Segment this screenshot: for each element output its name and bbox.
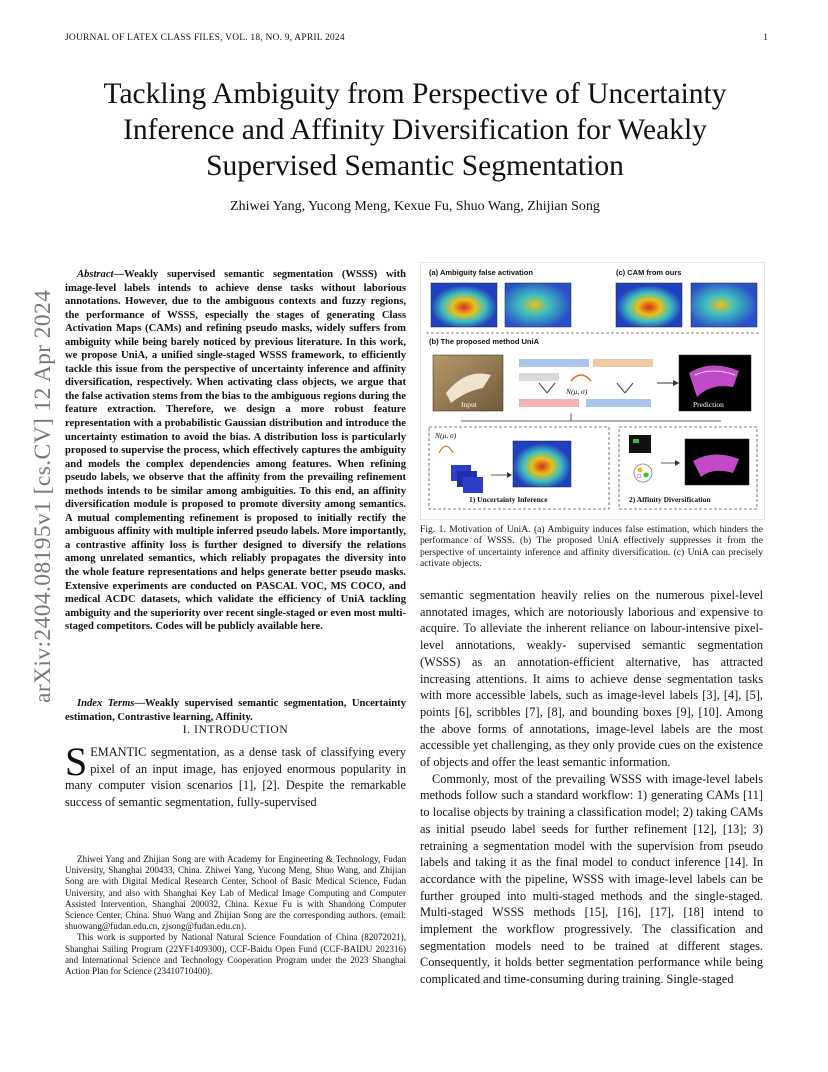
index-terms-text: —Weakly supervised semantic segmentation, Uncertainty estimation, Contrastive learning, Affinity. <box>65 698 406 723</box>
author-list: Zhiwei Yang, Yucong Meng, Kexue Fu, Shuo Wang, Zhijian Song <box>230 199 600 214</box>
heatmap-a2 <box>505 283 571 327</box>
input-label: Input <box>461 400 477 409</box>
abstract-lead: Abstract <box>77 269 114 280</box>
section-heading: I. INTRODUCTION <box>182 724 289 736</box>
gaussian-label-small: N(μ, σ) <box>435 431 457 440</box>
footnote-affiliations: Zhiwei Yang and Zhijian Song are with Academy for Engineering & Technology, Fudan University, Shanghai 200433, China. Zhiwei Yang, Yucong Meng, Shuo Wang, and Zhijian Song are with Digital Medical Research Center, School of Basic Medical Science, Fudan University, and also with Shanghai Key Lab of Medical Image Computing and Computer Assisted Intervention, Shanghai 200032, China. Kexue Fu is with Shandong Computer Science Center, China. Shuo Wang and Zhijian Song are the corresponding authors. (email: shuowang@fudan.edu.cn, zjsong@fudan.edu.cn). <box>65 854 406 932</box>
paragraph: semantic segmentation heavily relies on the numerous pixel-level annotated images, which are notoriously laborious and expensive to acquire. To alleviate the inherent reliance on labour-intensive pixel-level annotations, weakly- supervised semantic segmentation (WSSS) as an annotation-efficient alternative, has attracted increasing attentions. It aims to achieve dense segmentation tasks with more accessible labels, such as image-level labels [3], [4], [5], points [6], scribbles [7], [8], and bounding boxes [9], [10]. Among the above forms of annotations, image-level labels are the most accessible yet challenging, as they only provide cues on the existence of objects and offer the least semantic information. <box>420 588 763 770</box>
figure-label-a: (a) Ambiguity false activation <box>429 268 533 277</box>
abstract-text: —Weakly supervised semantic segmentation (WSSS) with image-level labels intends to achieve dense tasks without laborious annotations. However, due to the ambiguous contexts and fuzzy regions, the performance of WSSS, especially the stages of generating Class Activation Maps (CAMs) and refining pseudo masks, widely suffers from ambiguity while being barely noticed by previous literature. In this work, we propose UniA, a unified single-staged WSSS framework, to efficiently tackle this issue from the perspective of uncertainty inference and affinity diversification, respectively. When activating class objects, we argue that the false activation stems from the bias to the ambiguous regions during the feature extraction. Therefore, we design a more robust feature representation with a probabilistic Gaussian distribution and introduce the uncertainty estimation to avoid the bias. A distribution loss is particularly proposed to supervise the process, which effectively captures the ambiguity and models the complex dependencies among features. When refining pseudo labels, we observe that the affinity from the prevailing refinement methods intends to be similar among ambiguities. To this end, an affinity diversification module is proposed to promote diversity among semantics. A mutual complementing refinement is proposed to initially rectify the ambiguous affinity with multiple inferred pseudo labels. More importantly, a contrastive affinity loss is further designed to diversify the relations among unrelated semantics, which reliably propagates the diversity into the whole feature representations and helps generate better pseudo masks. Extensive experiments are conducted on PASCAL VOC, MS COCO, and medical ACDC datasets, which validate the efficiency of UniA tackling ambiguity and the superiority over recent single-staged or even most multi-staged competitors. Codes will be publicly available here. <box>65 269 406 633</box>
paragraph: Commonly, most of the prevailing WSSS with image-level labels methods follow such a standard workflow: 1) generating CAMs [11] to localise objects by training a classification model; 2) taking CAMs as initial pseudo label seeds for further refinement [12], [13]; 3) retraining a segmentation model with the supervision from pseudo labels and taking it as the final model to conduct inference [14]. In accordance with the pipeline, WSSS with image-level labels can be further grouped into multi-staged methods and the single-staged. Multi-staged WSSS methods [15], [16], [17], [18] intend to implement the workflow progressively. The classification and segmentation models need to be trained at different stages. Consequently, it holds better segmentation performance while being complicated and time-consuming during training. Single-staged <box>420 771 763 987</box>
figure-1 <box>420 262 765 520</box>
footnote-funding: This work is supported by National Natural Science Foundation of China (82072021), Shanghai Sailing Program (22YF1409300), CCF-Baidu Open Fund (CCF-BAIDU 202316) and International Science and Technology Cooperation Program under the 2023 Shanghai Action Plan for Science (23410710400). <box>65 932 406 977</box>
intro-text: segmentation, as a dense task of classifying every pixel of an input image, has enjoyed enormous popularity in many computer vision scenarios [1], [2]. Despite the remarkable success of semantic segmentation, fully-supervised <box>65 745 406 810</box>
figure-caption: Fig. 1. Motivation of UniA. (a) Ambiguity induces false estimation, which hinders the performance of WSSS. (b) The proposed UniA effectively suppresses it from the perspective of uncertainty inference and affinity diversification. (c) UniA can precisely activate objects. <box>420 524 763 569</box>
feature-cubes <box>451 465 483 493</box>
uncertainty-cam <box>513 441 571 487</box>
page-number: 1 <box>763 33 768 43</box>
right-column-text <box>420 587 763 988</box>
arxiv-stamp: arXiv:2404.08195v1 [cs.CV] 12 Apr 2024 <box>30 289 56 703</box>
figure-1-graphic <box>421 263 764 519</box>
gaussian-label: N(μ, σ) <box>566 387 588 396</box>
heatmap-c2 <box>691 283 757 327</box>
figure-label-c: (c) CAM from ours <box>616 268 682 277</box>
intro-first-word: EMANTIC <box>90 745 147 759</box>
drop-cap: S <box>65 739 88 784</box>
running-head: JOURNAL OF LATEX CLASS FILES, VOL. 18, NO. 9, APRIL 2024 <box>65 33 345 43</box>
module-2-label: 2) Affinity Diversification <box>629 495 711 504</box>
intro-paragraph <box>65 739 406 811</box>
footnotes <box>65 854 406 977</box>
paper-title: Tackling Ambiguity from Perspective of Uncertainty Inference and Affinity Diversification for Weakly Supervised Semantic Segmentation <box>103 78 727 182</box>
prediction-label: Prediction <box>693 400 724 409</box>
module-1-label: 1) Uncertainty Inference <box>469 495 548 504</box>
figure-label-b: (b) The proposed method UniA <box>429 337 539 346</box>
index-terms-lead: Index Terms <box>77 698 135 709</box>
heatmap-c1 <box>616 283 682 327</box>
heatmap-a1 <box>431 283 497 327</box>
index-terms <box>65 697 406 724</box>
abstract <box>65 268 406 634</box>
